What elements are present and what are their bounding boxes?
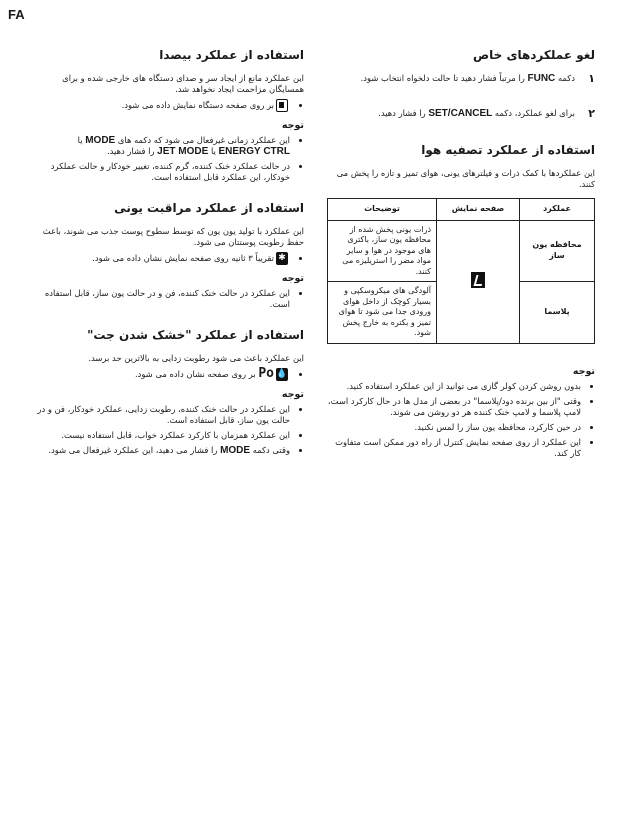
ion-care-bullets: [36, 252, 304, 265]
quiet-note-title: توجه: [281, 120, 304, 131]
energy-ctrl-key: ENERGY CTRL: [218, 146, 290, 157]
header-description: توضیحات: [328, 199, 437, 221]
left-column: [36, 48, 304, 474]
list-item: • بر روی صفحه دستگاه نمایش داده می شود.: [36, 99, 290, 112]
po-display-code: Po: [258, 366, 274, 381]
quiet-display-icon: [276, 99, 288, 112]
quiet-notes-list: [36, 135, 304, 183]
display-cell: [437, 220, 520, 343]
func-key: FUNC: [527, 73, 556, 84]
cancel-functions-title: لغو عملکردهای خاص: [472, 48, 595, 62]
jet-dry-note-title: توجه: [281, 389, 304, 400]
quiet-title: استفاده از عملکرد بیصدا: [159, 48, 304, 62]
step-number: ۲: [588, 107, 595, 120]
air-purify-intro: این عملکردها با کمک ذرات و فیلترهای یونی، هوای تمیز و تازه را پخش می کنند.: [336, 168, 595, 189]
page-language-label: FA: [8, 7, 25, 22]
mode-key: MODE: [220, 445, 251, 456]
air-purify-section: [327, 143, 595, 459]
jet-dry-intro: این عملکرد باعث می شود رطوبت زدایی به بالاترین حد برسد.: [88, 353, 304, 363]
quiet-bullets: [36, 99, 304, 112]
list-item: • این عملکرد همزمان با کارکرد عملکرد خواب، قابل استفاده نیست.: [36, 430, 290, 441]
table-header-row: [328, 199, 595, 221]
jet-dry-bullets: [36, 368, 304, 381]
row-function: پلاسما: [520, 282, 595, 344]
cancel-functions-section: [327, 48, 595, 119]
plasma-display-icon: [471, 272, 485, 288]
list-item: • 💧Po بر روی صفحه نشان داده می شود.: [36, 368, 290, 381]
quiet-intro: این عملکرد مانع از ایجاد سر و صدای دستگاه های خارجی شده و برای همسایگان مزاحمت ایجاد نخواهد شد.: [62, 73, 304, 94]
jet-dry-notes-list: [36, 404, 304, 456]
list-item: • این عملکرد در حالت خنک کننده، رطوبت زدایی، عملکرد خودکار، فن و در حالت یون ساز، قابل استفاده است.: [36, 404, 290, 426]
jet-dry-section: [36, 328, 304, 456]
step-text: برای لغو عملکرد، دکمه SET/CANCEL را فشار دهید.: [378, 108, 575, 119]
table-row: [328, 220, 595, 282]
ion-care-notes-list: [36, 288, 304, 310]
air-purify-title: استفاده از عملکرد تصفیه هوا: [421, 143, 595, 157]
set-cancel-key: SET/CANCEL: [428, 108, 493, 119]
ion-care-display-icon: ✱: [276, 252, 288, 265]
row-function: محافظه یون ساز: [520, 220, 595, 282]
row-description: ذرات یونی پخش شده از محافظه یون ساز، باکتری های موجود در هوا و سایر مواد مضر را استریلیزه می کنند.: [328, 220, 437, 282]
quiet-section: [36, 48, 304, 183]
air-purify-table: [327, 198, 595, 344]
list-item: • این عملکرد زمانی غیرفعال می شود که دکمه های MODE یا ENERGY CTRL یا JET MODE را فشار دهید.: [36, 135, 290, 157]
list-item: • در حین کارکرد، محافظه یون ساز را لمس نکنید.: [327, 422, 581, 433]
ion-care-section: [36, 201, 304, 310]
header-function: عملکرد: [520, 199, 595, 221]
purify-notes-list: [327, 381, 595, 459]
list-item: • بدون روشن کردن کولر گازی می توانید از این عملکرد استفاده کنید.: [327, 381, 581, 392]
ion-care-intro: این عملکرد با تولید یون یون که توسط سطوح پوست جذب می شوند، باعث حفظ رطوبت پوستتان می شود.: [42, 226, 304, 247]
step-number: ۱: [588, 72, 595, 85]
drop-display-icon: 💧: [276, 369, 288, 379]
list-item: • این عملکرد از روی صفحه نمایش کنترل از راه دور ممکن است متفاوت کار کند.: [327, 437, 581, 459]
list-item: • در حالت عملکرد خنک کننده، گرم کننده، تغییر خودکار و حالت عملکرد خودکار، این عملکرد قابل استفاده است.: [36, 161, 290, 183]
list-item: • وقتی "از بین برنده دود/پلاسما" در بعضی از مدل ها در حال کارکرد است، لامپ پلاسما و لامپ خنک کننده هر دو روشن می شوند.: [327, 396, 581, 418]
ion-care-title: استفاده از عملکرد مراقبت یونی: [114, 201, 304, 215]
cancel-step-2: [327, 108, 595, 119]
mode-key: MODE: [85, 135, 116, 146]
step-text: دکمه FUNC را مرتباً فشار دهید تا حالت دلخواه انتخاب شود.: [360, 73, 575, 84]
list-item: • این عملکرد در حالت خنک کننده، فن و در حالت یون ساز، قابل استفاده است.: [36, 288, 290, 310]
right-column: [327, 48, 595, 477]
list-item: • وقتی دکمه MODE را فشار می دهید، این عملکرد غیرفعال می شود.: [36, 445, 290, 456]
cancel-step-1: [327, 73, 595, 84]
purify-note-title: توجه: [572, 365, 595, 377]
list-item: • ✱تقریباً ۳ ثانیه روی صفحه نمایش نشان داده می شود.: [36, 252, 290, 265]
header-display: صفحه نمایش: [437, 199, 520, 221]
jet-mode-key: JET MODE: [157, 146, 209, 157]
row-description: آلودگی های میکروسکپی و بسیار کوچک از داخل هوای ورودی جدا می شود تا هوای تمیز و بکتره به خارج پخش شود.: [328, 282, 437, 344]
jet-dry-title: استفاده از عملکرد "خشک شدن جت": [87, 328, 304, 342]
ion-care-note-title: توجه: [281, 273, 304, 284]
